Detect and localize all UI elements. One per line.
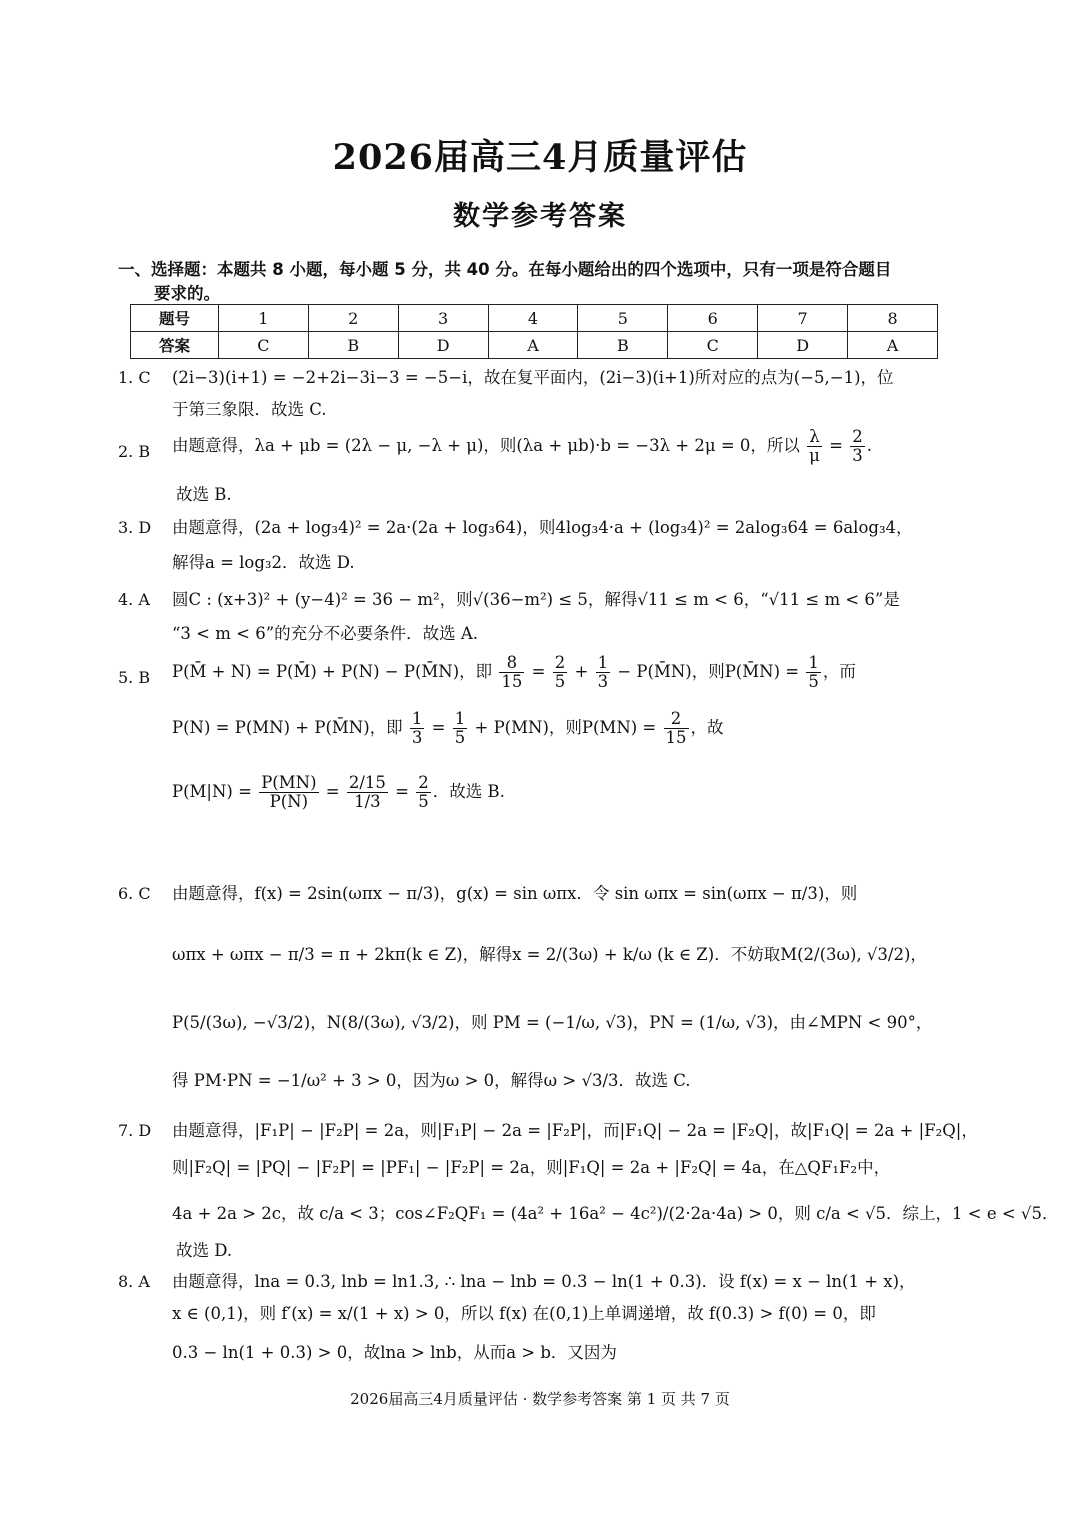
table-cell: D xyxy=(758,332,848,359)
section-heading-line2: 要求的。 xyxy=(154,284,220,303)
table-cell: B xyxy=(578,332,668,359)
solution-4-line-2: “3 < m < 6”的充分不必要条件．故选 A. xyxy=(172,624,479,643)
solution-8-line-1: 由题意得，lna = 0.3, lnb = ln1.3, ∴ lna − lnb = 0.3 − ln(1 + 0.3)．设 f(x) = x − ln(1 + x)， xyxy=(172,1272,916,1291)
fraction: $\frac{2}{5}$ xyxy=(418,773,429,811)
solution-4-line-1: 圆C : (x+3)² + (y−4)² = 36 − m²，则√(36−m²) ≤ 5，解得√11 ≤ m < 6，“√11 ≤ m < 6”是 xyxy=(172,590,900,609)
table-cell: 1 xyxy=(218,305,308,332)
solution-5-line-1: P(M̄ + N) = P(M̄) + P(N) − P(M̄N)，即 $\frac{8}{15}$ = $\frac{2}{5}$ + $\frac{1}{3}$ − P(M̄N)，则P(M̄N) = $\frac{1}{5}$ ，而 xyxy=(172,653,856,691)
table-cell: A xyxy=(488,332,578,359)
table-cell: 6 xyxy=(668,305,758,332)
solution-2-text: 由题意得，λa + μb = (2λ − μ, −λ + μ)，则(λa + μb)·b = −3λ + 2μ = 0，所以 xyxy=(172,436,800,455)
solution-label-4: 4. A xyxy=(118,590,150,609)
fraction: $\frac{1}{5}$ xyxy=(454,709,466,747)
table-cell: 8 xyxy=(848,305,938,332)
table-cell: 7 xyxy=(758,305,848,332)
solution-1-line-1: (2i−3)(i+1) = −2+2i−3i−3 = −5−i，故在复平面内，(2i−3)(i+1)所对应的点为(−5,−1)，位 xyxy=(172,368,894,387)
solution-3-line-1: 由题意得，(2a + log₃4)² = 2a·(2a + log₃64)，则4log₃4·a + (log₃4)² = 2alog₃64 = 6alog₃4， xyxy=(172,518,913,537)
solution-7-line-3: 4a + 2a > 2c，故 c/a < 3；cos∠F₂QF₁ = (4a² + 16a² − 4c²)/(2·2a·4a) > 0，则 c/a < √5．综上，1 < e < √5． xyxy=(172,1204,1059,1223)
solution-2-line-1: 由题意得，λa + μb = (2λ − μ, −λ + μ)，则(λa + μb)·b = −3λ + 2μ = 0，所以 $\frac{\lambda}{\mu}$ = $\frac{2}{3}$ . xyxy=(172,427,872,465)
solution-6-line-1: 由题意得，f(x) = 2sin(ωπx − π/3)，g(x) = sin ωπx．令 sin ωπx = sin(ωπx − π/3)，则 xyxy=(172,884,858,903)
solution-8-line-2: x ∈ (0,1)，则 f′(x) = x/(1 + x) > 0，所以 f(x) 在(0,1)上单调递增，故 f(0.3) > f(0) = 0，即 xyxy=(172,1304,876,1323)
section-heading-line1: 一、选择题：本题共 8 小题，每小题 5 分，共 40 分。在每小题给出的四个选项中，只有一项是符合题目 xyxy=(118,260,892,279)
solution-5-line-2: P(N) = P(MN) + P(M̄N)，即 $\frac{1}{3}$ = $\frac{1}{5}$ + P(MN)，则P(MN) = $\frac{2}{15}$ ，故 xyxy=(172,709,724,747)
solution-label-6: 6. C xyxy=(118,884,151,903)
solution-6-line-4: 得 PM·PN = −1/ω² + 3 > 0，因为ω > 0，解得ω > √3/3．故选 C. xyxy=(172,1071,691,1090)
table-cell: 5 xyxy=(578,305,668,332)
section-heading xyxy=(118,258,958,306)
fraction: $\frac{1}{3}$ xyxy=(597,653,609,691)
solution-label-2: 2. B xyxy=(118,442,151,461)
table-cell: 2 xyxy=(308,305,398,332)
row-label-number: 题号 xyxy=(131,305,219,332)
solution-label-5: 5. B xyxy=(118,668,151,687)
solution-6-line-2: ωπx + ωπx − π/3 = π + 2kπ(k ∈ Z)，解得x = 2/(3ω) + k/ω (k ∈ Z)．不妨取M(2/(3ω), √3/2)， xyxy=(172,945,927,964)
page-subtitle: 数学参考答案 xyxy=(453,201,627,232)
table-cell: 3 xyxy=(398,305,488,332)
solution-label-1: 1. C xyxy=(118,368,151,387)
solution-3-line-2: 解得a = log₃2．故选 D. xyxy=(172,553,355,572)
solution-5-line-3: P(M|N) = $\frac{P(MN)}{P(N)}$ = $\frac{2/15}{1/3}$ = $\frac{2}{5}$ ．故选 B. xyxy=(172,773,505,811)
fraction: $\frac{2/15}{1/3}$ xyxy=(348,773,386,811)
fraction: $\frac{1}{3}$ xyxy=(411,709,423,747)
fraction: $\frac{2}{3}$ xyxy=(852,427,863,465)
fraction: $\frac{2}{5}$ xyxy=(554,653,566,691)
solution-8-line-3: 0.3 − ln(1 + 0.3) > 0，故lna > lnb，从而a > b．又因为 xyxy=(172,1343,617,1362)
fraction: $\frac{1}{5}$ xyxy=(808,653,819,691)
table-cell: 4 xyxy=(488,305,578,332)
page-footer: 2026届高三4月质量评估 · 数学参考答案 第 1 页 共 7 页 xyxy=(350,1390,730,1408)
solution-label-3: 3. D xyxy=(118,518,152,537)
solution-1-line-2: 于第三象限．故选 C. xyxy=(172,400,327,419)
table-cell: A xyxy=(848,332,938,359)
solution-label-7: 7. D xyxy=(118,1121,152,1140)
fraction: $\frac{2}{15}$ xyxy=(665,709,687,747)
page-title: 2026届高三4月质量评估 xyxy=(332,137,748,178)
fraction: $\frac{8}{15}$ xyxy=(501,653,523,691)
answer-table xyxy=(130,304,938,359)
answer-table-row-answers xyxy=(131,332,938,359)
table-cell: C xyxy=(668,332,758,359)
solution-6-line-3: P(5/(3ω), −√3/2)，N(8/(3ω), √3/2)，则 PM = (−1/ω, √3)，PN = (1/ω, √3)，由∠MPN < 90°， xyxy=(172,1013,933,1032)
solution-label-8: 8. A xyxy=(118,1272,150,1291)
table-cell: B xyxy=(308,332,398,359)
solution-7-line-4: 故选 D. xyxy=(176,1241,233,1260)
fraction: $\frac{\lambda}{\mu}$ xyxy=(809,427,820,465)
solution-7-line-2: 则|F₂Q| = |PQ| − |F₂P| = |PF₁| − |F₂P| = 2a，则|F₁Q| = 2a + |F₂Q| = 4a，在△QF₁F₂中， xyxy=(172,1158,891,1177)
table-cell: C xyxy=(218,332,308,359)
solution-2-line-2: 故选 B. xyxy=(176,485,232,504)
solution-7-line-1: 由题意得，|F₁P| − |F₂P| = 2a，则|F₁P| − 2a = |F₂P|，而|F₁Q| − 2a = |F₂Q|，故|F₁Q| = 2a + |F₂Q|， xyxy=(172,1121,978,1140)
table-cell: D xyxy=(398,332,488,359)
row-label-answer: 答案 xyxy=(131,332,219,359)
fraction: $\frac{P(MN)}{P(N)}$ xyxy=(261,773,317,811)
answer-table-row-numbers xyxy=(131,305,938,332)
